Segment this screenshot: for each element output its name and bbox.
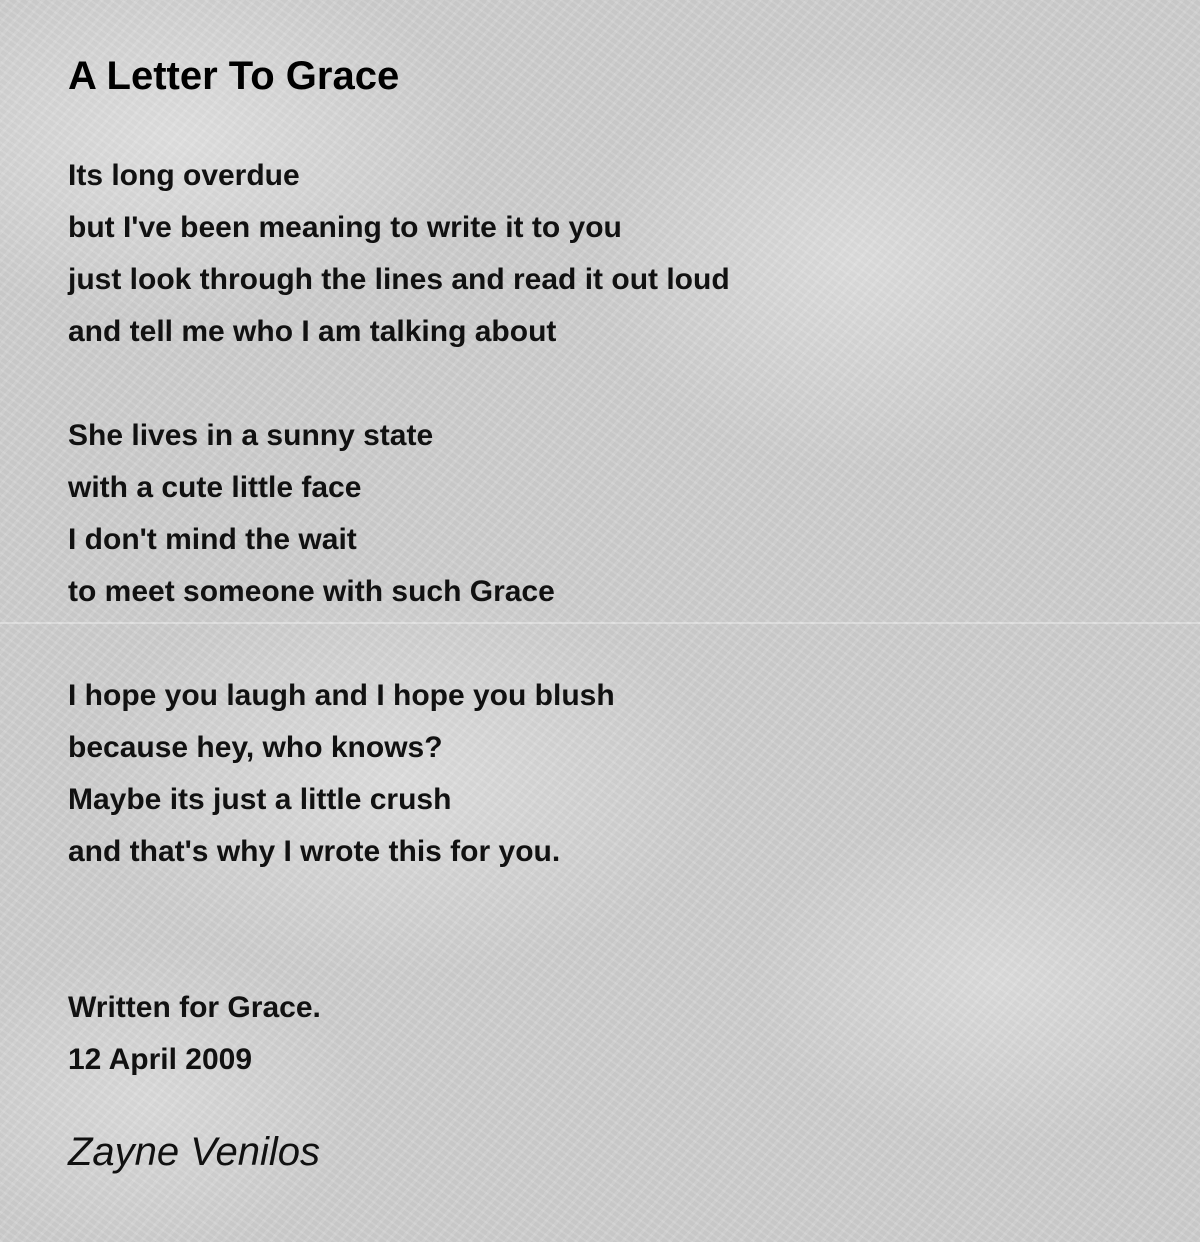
poem-line: She lives in a sunny state <box>68 419 434 452</box>
poem-line: Its long overdue <box>68 159 300 192</box>
poem-line: to meet someone with such Grace <box>68 575 555 608</box>
stanza-3 <box>68 670 1148 878</box>
poem-line: and tell me who I am talking about <box>68 315 557 348</box>
poem-line: I hope you laugh and I hope you blush <box>68 679 615 712</box>
poem-line: Maybe its just a little crush <box>68 783 452 816</box>
poem-line: and that's why I wrote this for you. <box>68 835 561 868</box>
dedication-text: Written for Grace. <box>68 991 321 1024</box>
poem-line: with a cute little face <box>68 471 362 504</box>
stanza-2 <box>68 410 1148 618</box>
poem-line: because hey, who knows? <box>68 731 443 764</box>
poem-container <box>68 52 1148 1178</box>
stanza-1 <box>68 150 1148 358</box>
poem-line: just look through the lines and read it out loud <box>68 263 730 296</box>
author-name: Zayne Venilos <box>68 1130 320 1174</box>
date-text: 12 April 2009 <box>68 1043 252 1076</box>
poem-line: but I've been meaning to write it to you <box>68 211 622 244</box>
poem-note <box>68 982 1148 1086</box>
poem-title: A Letter To Grace <box>68 54 400 98</box>
poem-line: I don't mind the wait <box>68 523 357 556</box>
